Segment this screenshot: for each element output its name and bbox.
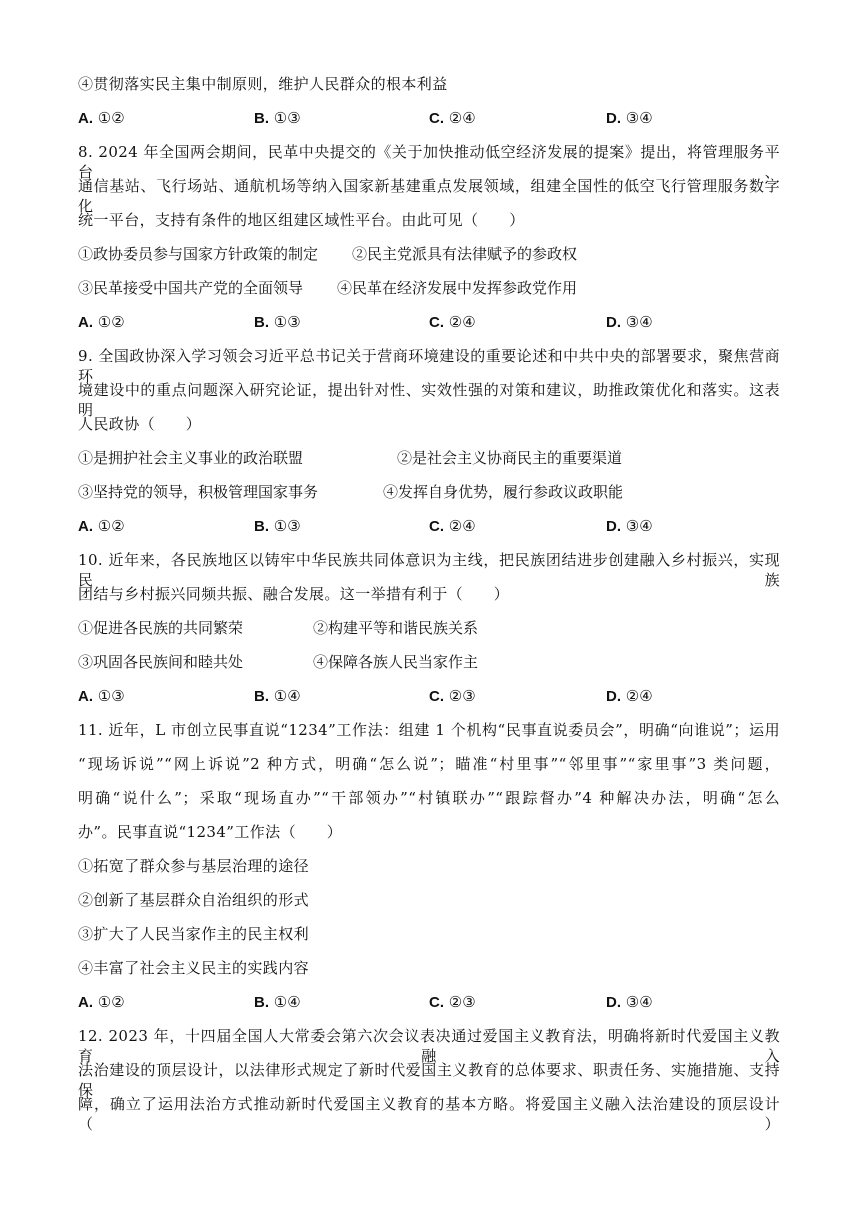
q11-stem-line-2: “现场诉说”“网上诉说”2 种方式，明确“怎么说”；瞄准“村里事”“邻里事”“家里事”3 类问题， [78,755,780,773]
q10-option-a: A. ①③ [78,687,125,705]
q8-item-4: ④民革在经济发展中发挥参政党作用 [337,279,578,297]
q8-option-d: D. ③④ [606,313,653,331]
q8-stem-line-2: 通信基站、飞行场站、通航机场等纳入国家新基建重点发展领域，组建全国性的低空飞行管理服务数字化 [78,177,780,215]
q10-option-b: B. ①④ [254,687,301,705]
q10-item-4: ④保障各族人民当家作主 [313,653,479,671]
q11-item-4: ④丰富了社会主义民主的实践内容 [78,959,310,977]
q11-option-c: C. ②③ [429,993,476,1011]
q7-option-d: D. ③④ [606,109,653,127]
q8-item-1: ①政协委员参与国家方针政策的制定 [78,245,319,263]
q10-stem-line-2: 团结与乡村振兴同频共振、融合发展。这一举措有利于（ ） [78,585,510,603]
q10-item-2: ②构建平等和谐民族关系 [313,619,479,637]
q9-item-4: ④发挥自身优势，履行参政议政职能 [383,483,624,501]
q9-item-1: ①是拥护社会主义事业的政治联盟 [78,449,304,467]
q11-stem-line-4: 办”。民事直说“1234”工作法（ ） [78,823,343,841]
q9-item-3: ③坚持党的领导，积极管理国家事务 [78,483,319,501]
q12-stem-line-1: 12. 2023 年，十四届全国人大常委会第六次会议表决通过爱国主义教育法，明确将新时代爱国主义教育融入 [78,1027,780,1065]
q8-option-a: A. ①② [78,313,125,331]
q9-stem-line-3: 人民政协（ ） [78,415,202,433]
q8-option-b: B. ①③ [254,313,301,331]
q11-item-1: ①拓宽了群众参与基层治理的途径 [78,857,310,875]
q11-option-a: A. ①② [78,993,125,1011]
q8-item-2: ②民主党派具有法律赋予的参政权 [352,245,578,263]
q12-stem-line-3: 障，确立了运用法治方式推动新时代爱国主义教育的基本方略。将爱国主义融入法治建设的顶层设计（ ） [78,1095,780,1133]
q9-option-a: A. ①② [78,517,125,535]
q9-option-b: B. ①③ [254,517,301,535]
q11-item-3: ③扩大了人民当家作主的民主权利 [78,925,310,943]
q10-option-d: D. ②④ [606,687,653,705]
q10-stem-line-1: 10. 近年来，各民族地区以铸牢中华民族共同体意识为主线，把民族团结进步创建融入乡村振兴，实现民族 [78,551,780,589]
q11-option-b: B. ①④ [254,993,301,1011]
q10-option-c: C. ②③ [429,687,476,705]
q10-item-3: ③巩固各民族间和睦共处 [78,653,244,671]
q7-item-4: ④贯彻落实民主集中制原则，维护人民群众的根本利益 [78,75,448,93]
q8-option-c: C. ②④ [429,313,476,331]
q7-option-c: C. ②④ [429,109,476,127]
q8-stem-line-3: 统一平台，支持有条件的地区组建区域性平台。由此可见（ ） [78,211,525,229]
q11-item-2: ②创新了基层群众自治组织的形式 [78,891,310,909]
q9-stem-line-1: 9. 全国政协深入学习领会习近平总书记关于营商环境建设的重要论述和中共中央的部署要求，聚焦营商环 [78,347,780,385]
q11-stem-line-1: 11. 近年，L 市创立民事直说“1234”工作法：组建 1 个机构“民事直说委员会”，明确“向谁说”；运用 [78,721,780,739]
q7-option-b: B. ①③ [254,109,301,127]
q9-option-d: D. ③④ [606,517,653,535]
q7-option-a: A. ①② [78,109,125,127]
q9-option-c: C. ②④ [429,517,476,535]
q9-stem-line-2: 境建设中的重点问题深入研究论证，提出针对性、实效性强的对策和建议，助推政策优化和落实。这表明 [78,381,780,419]
q8-item-3: ③民革接受中国共产党的全面领导 [78,279,304,297]
q11-stem-line-3: 明确“说什么”；采取“现场直办”“干部领办”“村镇联办”“跟踪督办”4 种解决办法，明确“怎么 [78,789,780,807]
q10-item-1: ①促进各民族的共同繁荣 [78,619,244,637]
q11-option-d: D. ③④ [606,993,653,1011]
q9-item-2: ②是社会主义协商民主的重要渠道 [397,449,623,467]
q12-stem-line-2: 法治建设的顶层设计，以法律形式规定了新时代爱国主义教育的总体要求、职责任务、实施措施、支持保 [78,1061,780,1099]
q8-stem-line-1: 8. 2024 年全国两会期间，民革中央提交的《关于加快推动低空经济发展的提案》提出，将管理服务平台、 [78,143,780,181]
